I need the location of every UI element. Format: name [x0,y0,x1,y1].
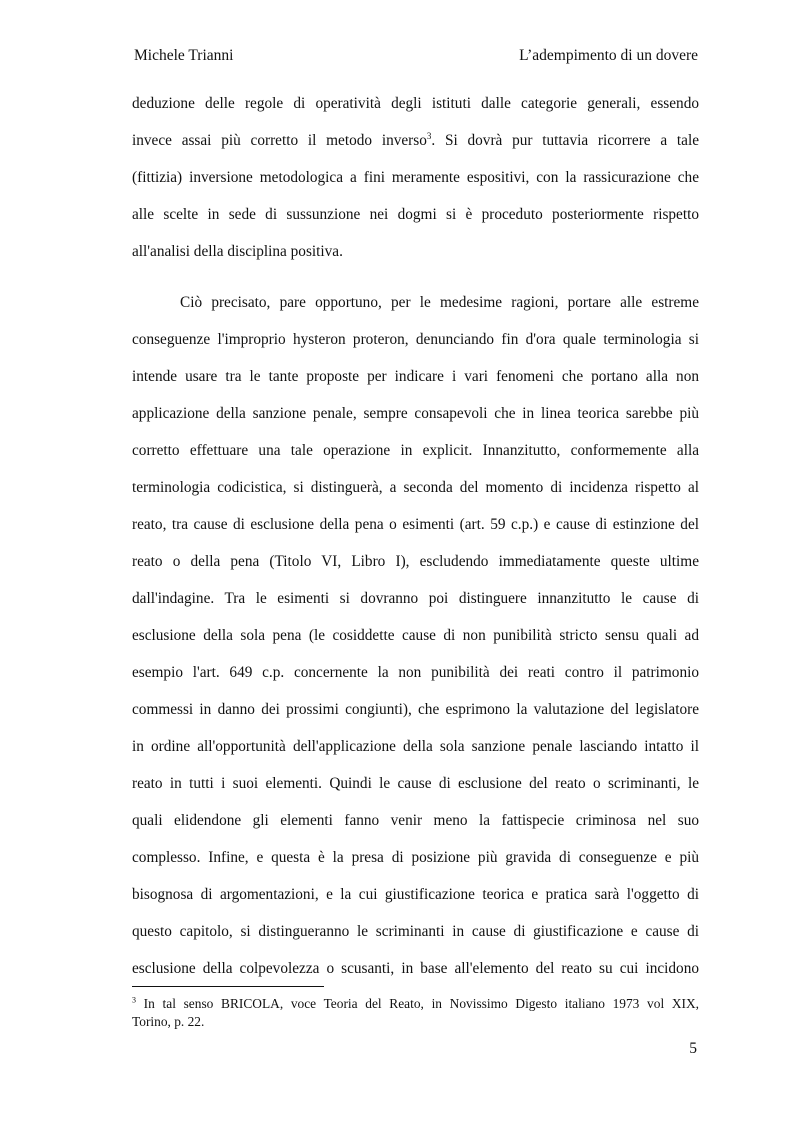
footnote-marker: 3 [132,995,136,1005]
text-line: esclusione della sola pena (le cosiddette cause di non punibilità stricto sensu quali ad [132,627,699,644]
text-line [132,131,699,151]
text-segment: invece assai più corretto il metodo inverso [132,132,427,149]
text-line: all'analisi della disciplina positiva. [132,243,343,260]
text-line: reato o della pena (Titolo VI, Libro I), escludendo immediatamente queste ultime [132,553,699,570]
footnote-text: In tal senso BRICOLA, voce Teoria del Reato, in Novissimo Digesto italiano 1973 vol XIX, [136,996,699,1011]
text-line: deduzione delle regole di operatività degli istituti dalle categorie generali, essendo [132,95,699,112]
text-line: commessi in danno dei prossimi congiunti), che esprimono la valutazione del legislatore [132,701,699,718]
page-number: 5 [689,1040,697,1057]
footnote-line: Torino, p. 22. [132,1014,205,1029]
text-line: quali elidendone gli elementi fanno venir meno la fattispecie criminosa nel suo [132,812,699,829]
footnote-line [132,995,699,1013]
text-line: intende usare tra le tante proposte per indicare i vari fenomeni che portano alla non [132,368,699,385]
footnote-reference: 3 [426,130,432,141]
text-line: esclusione della colpevolezza o scusanti, in base all'elemento del reato su cui incidono [132,960,699,977]
running-header-author: Michele Trianni [134,47,234,64]
text-line: corretto effettuare una tale operazione in explicit. Innanzitutto, conformemente alla [132,442,699,459]
footnote-separator [132,986,324,987]
text-line: complesso. Infine, e questa è la presa di posizione più gravida di conseguenze e più [132,849,699,866]
text-line: alle scelte in sede di sussunzione nei dogmi si è proceduto posteriormente rispetto [132,206,699,223]
text-segment: . Si dovrà pur tuttavia ricorrere a tale [431,132,699,149]
running-header-title: L’adempimento di un dovere [519,47,698,64]
text-line: in ordine all'opportunità dell'applicazione della sola sanzione penale lasciando intatto il [132,738,699,755]
text-line: questo capitolo, si distingueranno le scriminanti in cause di giustificazione e cause di [132,923,699,940]
text-line: applicazione della sanzione penale, sempre consapevoli che in linea teorica sarebbe più [132,405,699,422]
text-line: (fittizia) inversione metodologica a fini meramente espositivi, con la rassicurazione che [132,169,699,186]
text-line: reato, tra cause di esclusione della pena o esimenti (art. 59 c.p.) e cause di estinzione del [132,516,699,533]
text-line: terminologia codicistica, si distinguerà, a seconda del momento di incidenza rispetto al [132,479,699,496]
text-line: conseguenze l'improprio hysteron proteron, denunciando fin d'ora quale terminologia si [132,331,699,348]
text-line: bisognosa di argomentazioni, e la cui giustificazione teorica e pratica sarà l'oggetto di [132,886,699,903]
text-line: esempio l'art. 649 c.p. concernente la non punibilità dei reati contro il patrimonio [132,664,699,681]
text-line: dall'indagine. Tra le esimenti si dovranno poi distinguere innanzitutto le cause di [132,590,699,607]
text-line: reato in tutti i suoi elementi. Quindi le cause di esclusione del reato o scriminanti, le [132,775,699,792]
text-line: Ciò precisato, pare opportuno, per le medesime ragioni, portare alle estreme [180,294,699,311]
